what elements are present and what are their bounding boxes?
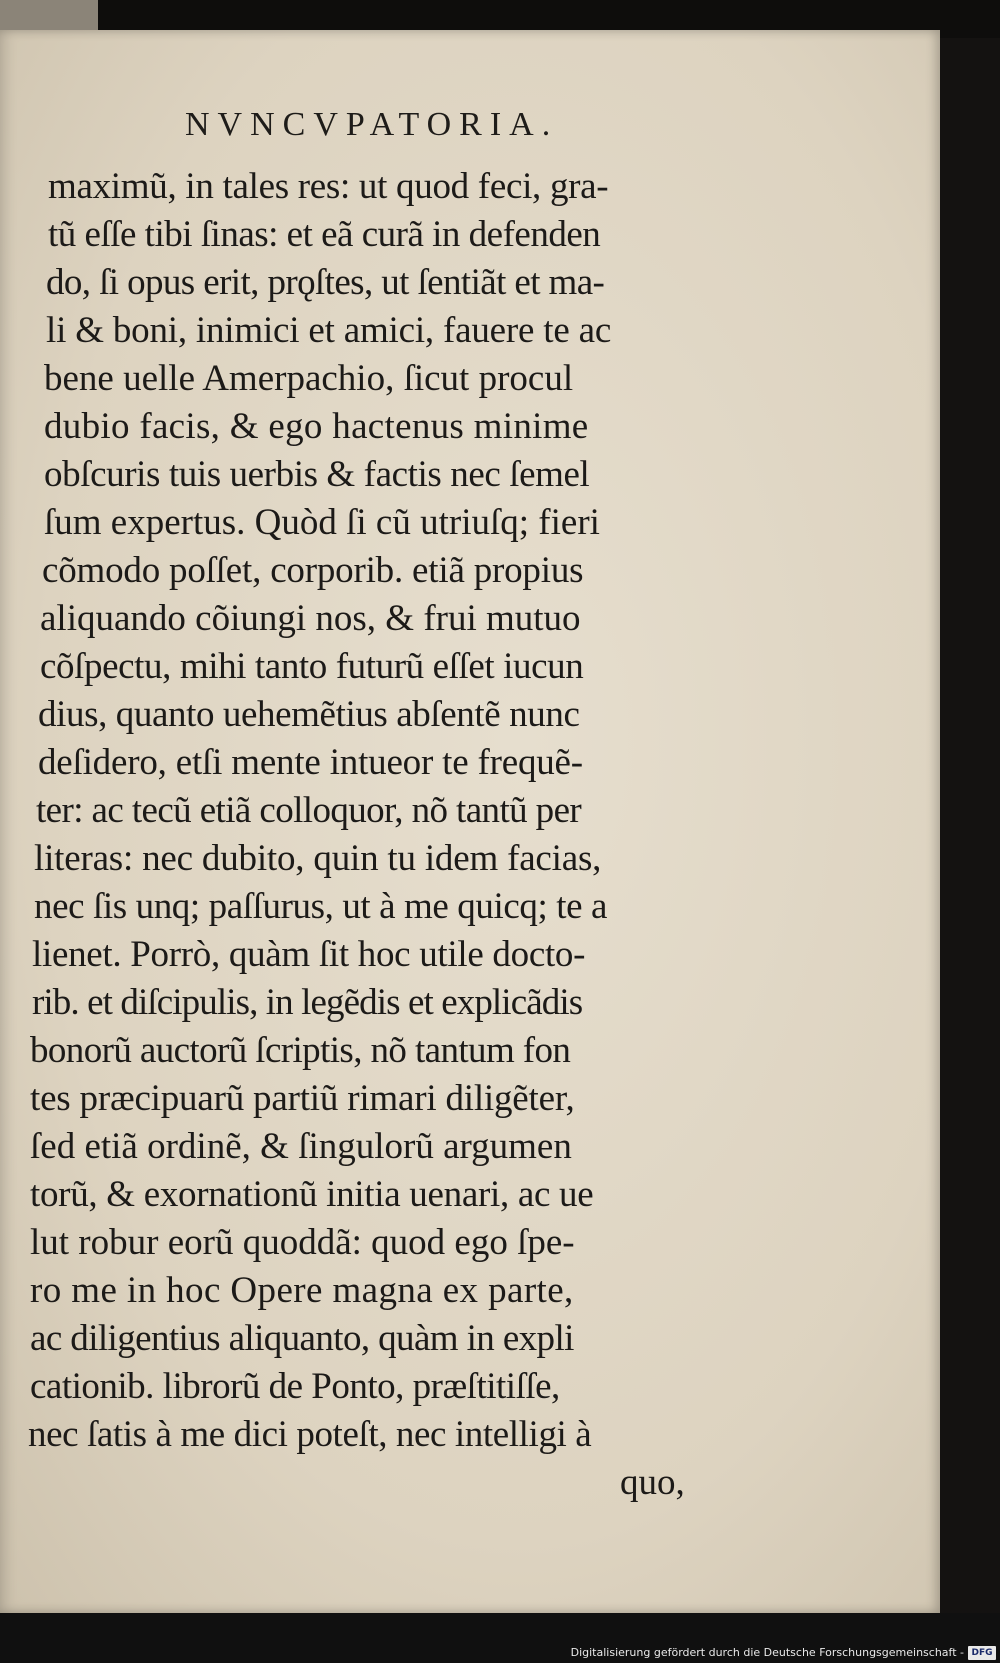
text-line: maximũ, in tales res: ut quod feci, gra-	[48, 166, 609, 207]
text-line: ter: ac tecũ etiã colloquor, nõ tantũ per	[36, 790, 582, 831]
text-line: ro me in hoc Opere magna ex parte,	[30, 1270, 574, 1311]
text-line: cõmodo poſſet, corporib. etiã propius	[42, 550, 584, 591]
text-line: nec ſatis à me dici poteſt, nec intelligi à	[28, 1414, 592, 1455]
text-line: cõſpectu, mihi tanto futurũ eſſet iucun	[40, 646, 584, 687]
adjacent-page-edge	[0, 0, 98, 34]
text-line: deſidero, etſi mente intueor te frequẽ-	[38, 742, 583, 783]
catchword: quo,	[620, 1462, 685, 1503]
text-line: aliquando cõiungi nos, & frui mutuo	[40, 598, 581, 639]
text-line: obſcuris tuis uerbis & factis nec ſemel	[44, 454, 590, 495]
text-line: torũ, & exornationũ initia uenari, ac ue	[30, 1174, 594, 1215]
text-line: bonorũ auctorũ ſcriptis, nõ tantum fon	[30, 1030, 571, 1071]
text-line: lienet. Porrò, quàm ſit hoc utile docto-	[32, 934, 586, 975]
text-line: rib. et diſcipulis, in legẽdis et explicãdis	[32, 982, 583, 1023]
text-line: dubio facis, & ego hactenus minime	[44, 406, 589, 447]
running-head: NVNCVPATORIA.	[185, 106, 559, 143]
text-line: nec ſis unq; paſſurus, ut à me quicq; te a	[34, 886, 607, 927]
text-line: ſum expertus. Quòd ſi cũ utriuſq; fieri	[44, 502, 600, 543]
book-page	[0, 30, 940, 1613]
text-line: dius, quanto uehemẽtius abſentẽ nunc	[38, 694, 580, 735]
text-line: lut robur eorũ quoddã: quod ego ſpe-	[30, 1222, 575, 1263]
text-line: ac diligentius aliquanto, quàm in expli	[30, 1318, 574, 1359]
text-line: cationib. librorũ de Ponto, præſtitiſſe,	[30, 1366, 560, 1407]
scan-frame-bottom	[0, 1613, 1000, 1663]
text-line: tũ eſſe tibi ſinas: et eã curã in defenden	[48, 214, 601, 255]
dfg-logo: DFG	[968, 1646, 996, 1660]
text-line: tes præcipuarũ partiũ rimari diligẽter,	[30, 1078, 575, 1119]
digitization-notice: Digitalisierung gefördert durch die Deutsche Forschungsgemeinschaft -	[570, 1646, 964, 1659]
text-line: li & boni, inimici et amici, fauere te ac	[46, 310, 612, 351]
text-line: literas: nec dubito, quin tu idem facias,	[34, 838, 602, 879]
text-line: ſed etiã ordinẽ, & ſingulorũ argumen	[30, 1126, 572, 1167]
text-line: bene uelle Amerpachio, ſicut procul	[44, 358, 574, 399]
text-line: do, ſi opus erit, prǫſtes, ut ſentiãt et ma-	[46, 262, 605, 303]
